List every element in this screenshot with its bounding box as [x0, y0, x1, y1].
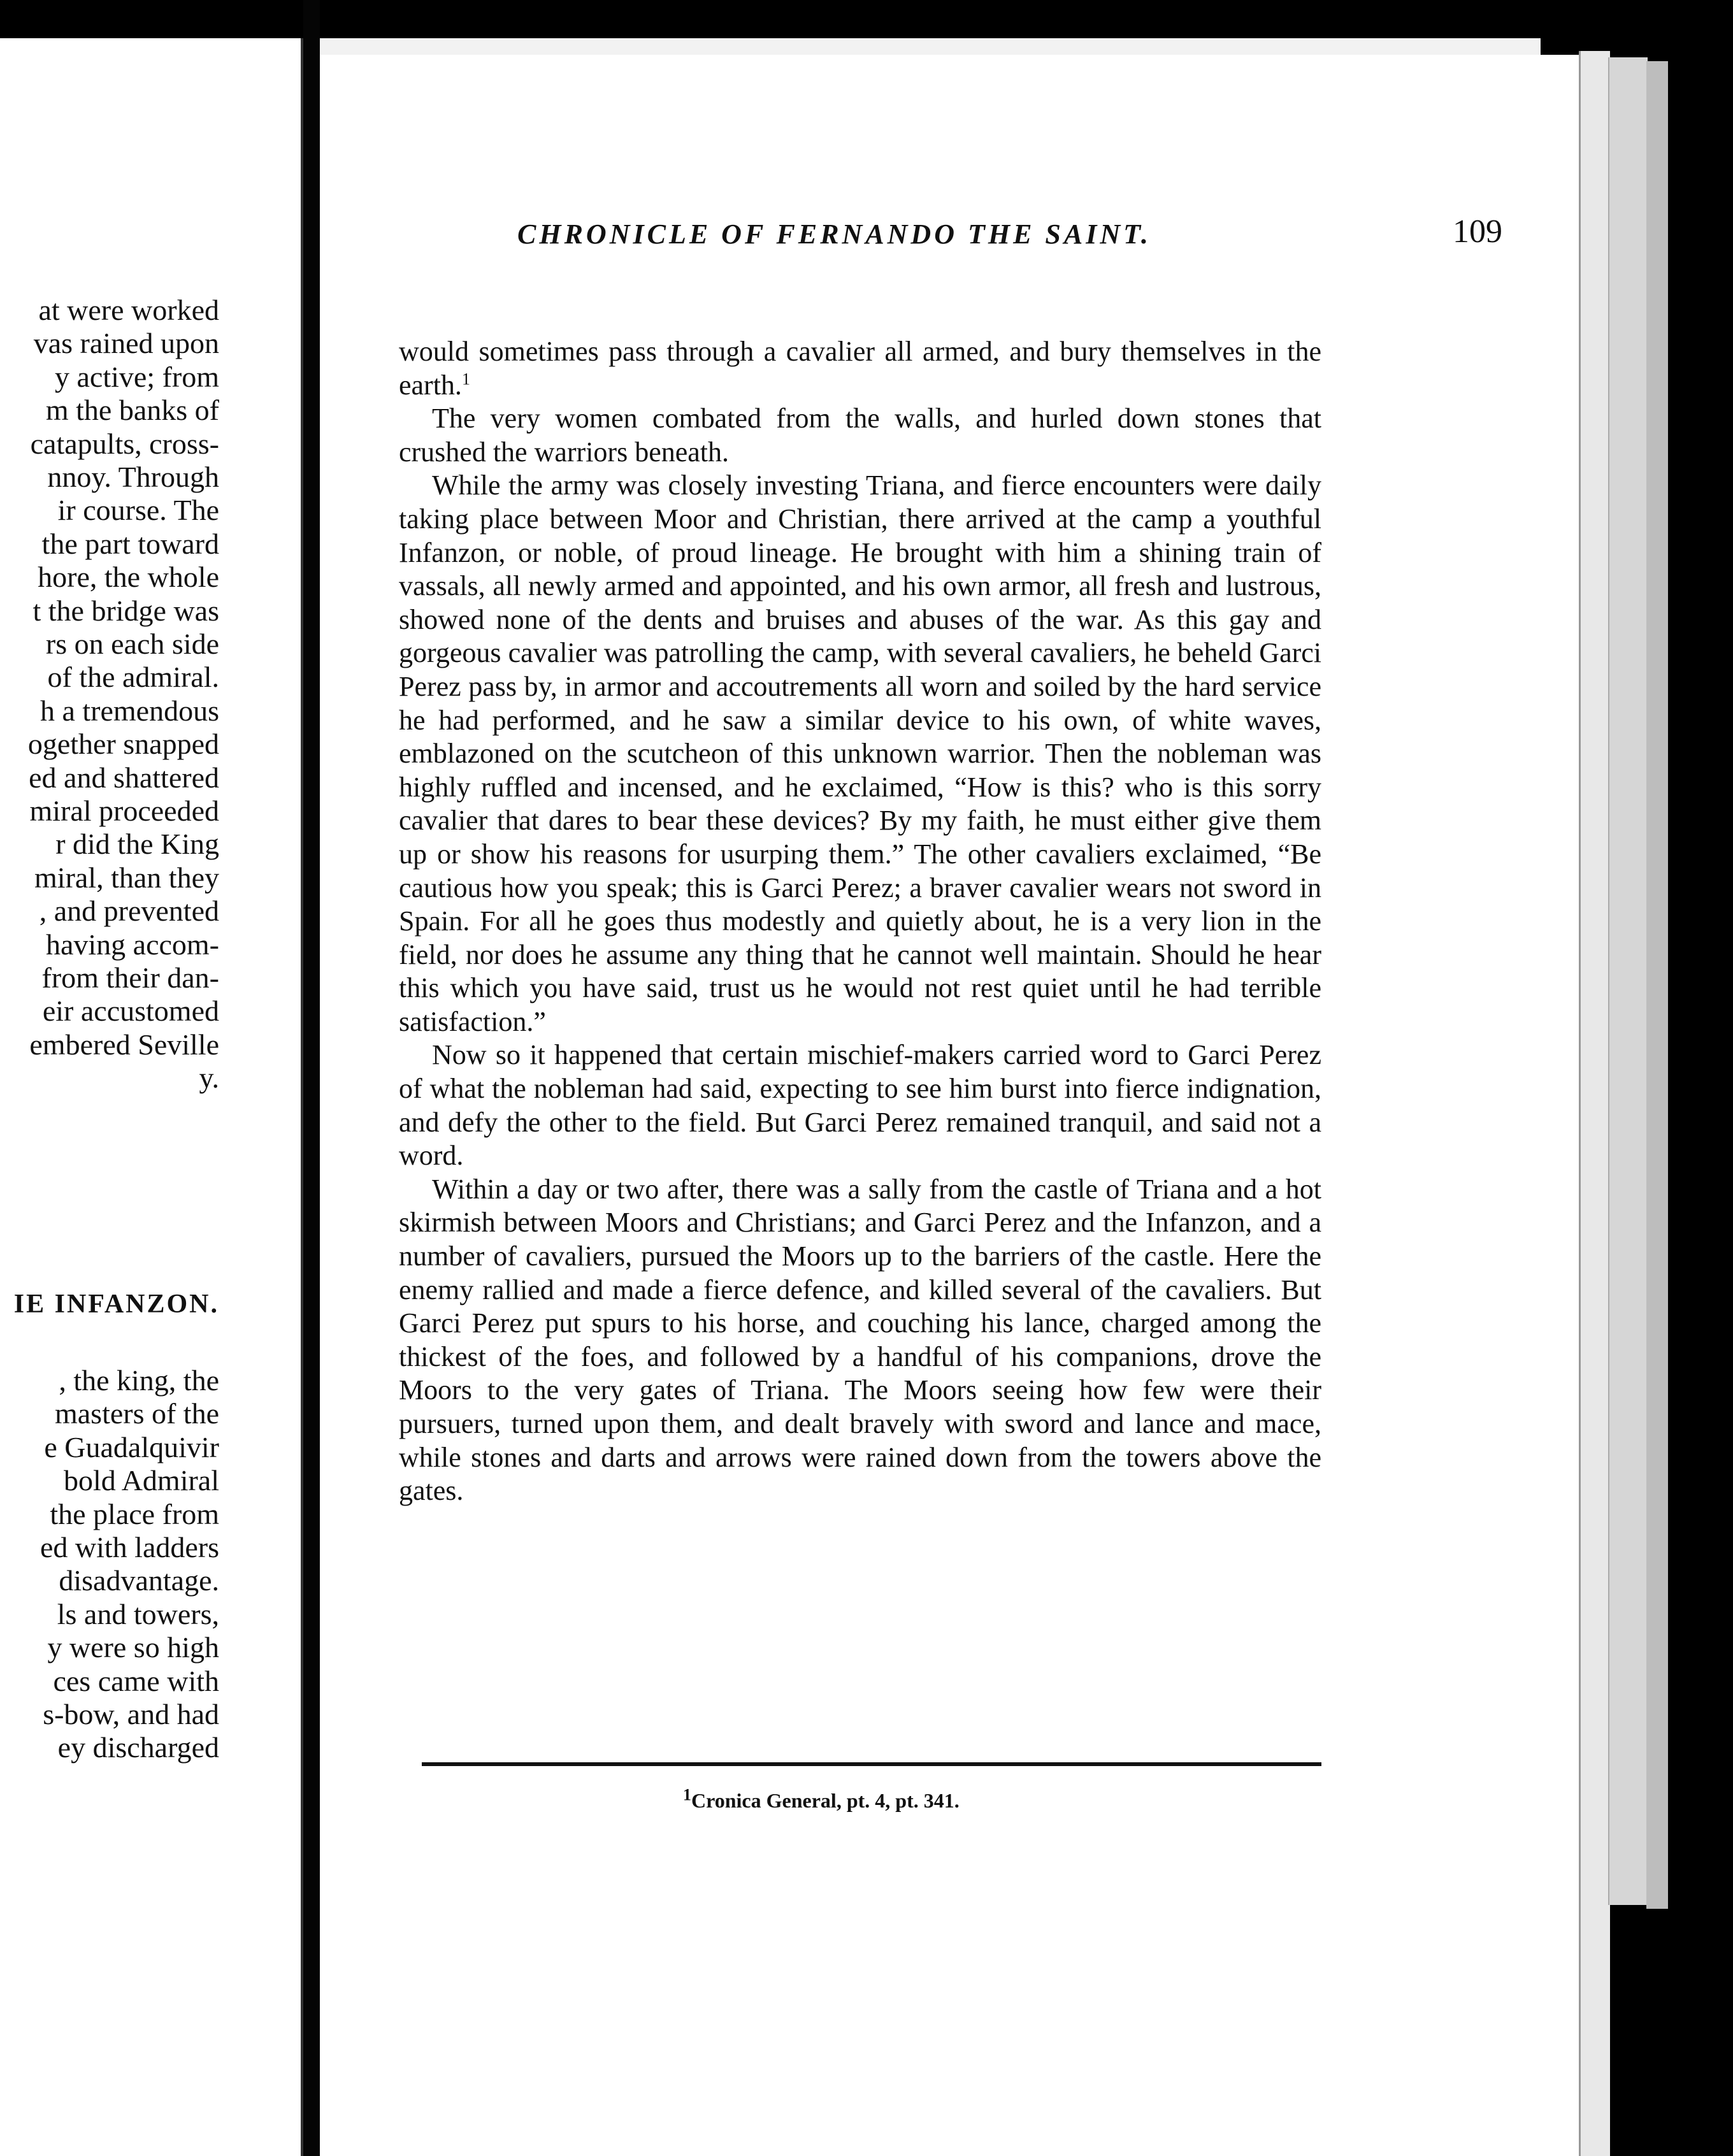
left-page-line: catapults, cross-: [30, 427, 219, 460]
left-page-line: , and prevented: [39, 895, 219, 928]
left-page-line: ed and shattered: [29, 761, 219, 794]
left-page-line: miral, than they: [34, 861, 219, 894]
left-page-line: vas rained upon: [33, 327, 219, 360]
left-page-line: e Guadalquivir: [44, 1430, 219, 1463]
running-title: CHRONICLE OF FERNANDO THE SAINT.: [517, 219, 1151, 250]
left-page-line: m the banks of: [45, 394, 219, 427]
paragraph-4: Now so it happened that certain mischief-makers carried word to Garci Perez of what the nobleman had said, expecting to see him burst into fierce indignation, and defy the other to the field. But Garci Perez remained tranquil, and said not a word.: [399, 1039, 1321, 1172]
left-page-line: ces came with: [53, 1664, 219, 1697]
left-facing-page: [0, 38, 303, 2156]
left-page-line: the part toward: [41, 527, 219, 560]
footnote: [683, 1785, 960, 1813]
left-page-line: , the king, the: [59, 1364, 219, 1397]
left-page-line: bold Admiral: [63, 1464, 219, 1497]
paragraph-2: The very women combated from the walls, and hurled down stones that crushed the warriors beneath.: [399, 403, 1321, 468]
footnote-text: Cronica General, pt. 4, pt. 341.: [691, 1789, 960, 1812]
page-edge-strip: [1608, 57, 1648, 1905]
left-page-line: disadvantage.: [59, 1564, 219, 1597]
left-page-line: of the admiral.: [47, 661, 219, 694]
left-page-line: y were so high: [47, 1631, 219, 1664]
left-page-line: from their dan-: [41, 961, 219, 994]
left-page-line: r did the King: [55, 828, 219, 861]
left-page-line: eir accustomed: [42, 995, 219, 1028]
footnote-rule: [422, 1762, 1321, 1766]
left-page-line: t the bridge was: [32, 594, 219, 627]
page-header: [517, 213, 1579, 269]
left-page-line: ogether snapped: [27, 728, 219, 761]
paragraph-1: [399, 335, 1321, 402]
left-page-line: the place from: [50, 1497, 219, 1530]
left-page-line: ir course. The: [57, 494, 219, 527]
page-top-edge: [320, 38, 1541, 55]
left-page-line: ed with ladders: [40, 1531, 219, 1563]
book-gutter: [303, 0, 320, 2156]
paragraph-3: While the army was closely investing Triana, and fierce encounters were daily taking place between Moor and Christian, there arrived at the camp a youthful Infanzon, or noble, of proud lineage. He brought with him a shining train of vassals, all newly armed and appointed, and his own armor, all fresh and lustrous, showed none of the dents and bruises and abuses of the war. As this gay and gorgeous cavalier was patrolling the camp, with several cavaliers, he beheld Garci Perez pass by, in armor and accoutrements all worn and soiled by the hard service he had performed, and he saw a similar device to his own, of white waves, emblazoned on the scutcheon of this unknown warrior. Then the nobleman was highly ruffled and incensed, and he exclaimed, “How is this? who is this sorry cavalier that dares to bear these devices? By my faith, he must either give them up or show his reasons for usurping them.” The other cavaliers exclaimed, “Be cautious how you speak; this is Garci Perez; a braver cavalier wears not sword in Spain. For all he goes thus modestly and quietly about, he is a very lion in the field, nor does he assume any thing that he cannot well maintain. Should he hear this which you have said, trust us he would not rest quiet until he had terrible satisfaction.”: [399, 470, 1321, 1037]
footnote-reference: 1: [461, 369, 470, 388]
left-page-line: ls and towers,: [57, 1597, 219, 1630]
left-page-line: rs on each side: [45, 628, 219, 660]
left-page-line: y.: [199, 1061, 219, 1095]
paragraph-5: Within a day or two after, there was a sally from the castle of Triana and a hot skirmish between Moors and Christians; and Garci Perez and the Infanzon, and a number of cavaliers, pursued the Moors up to the barriers of the castle. Here the enemy rallied and made a fierce defence, and killed several of the cavaliers. But Garci Perez put spurs to his horse, and couching his lance, charged among the thickest of the foes, and followed by a handful of his companions, drove the Moors to the very gates of Triana. The Moors seeing how few were their pursuers, turned upon them, and dealt bravely with sword and lance and mace, while stones and darts and arrows were rained down from the towers above the gates.: [399, 1173, 1321, 1507]
left-page-line: masters of the: [54, 1397, 219, 1430]
left-page-line: embered Seville: [29, 1028, 219, 1061]
left-page-line: hore, the whole: [38, 561, 219, 594]
left-page-line: miral proceeded: [29, 794, 219, 827]
left-page-line: h a tremendous: [40, 694, 219, 727]
left-page-line: having accom-: [45, 928, 219, 961]
left-page-line: y active; from: [54, 360, 219, 393]
left-page-line: ey discharged: [57, 1731, 219, 1764]
page-edge-strip: [1579, 51, 1610, 2156]
left-page-line: s-bow, and had: [43, 1698, 219, 1730]
left-page-line: nnoy. Through: [47, 461, 219, 493]
main-page: [320, 55, 1579, 2156]
binding-edge: [1646, 61, 1668, 1909]
page-number: 109: [1453, 213, 1502, 250]
footnote-mark: 1: [683, 1785, 691, 1804]
paragraph-1-text: would sometimes pass through a cavalier all armed, and bury themselves in the earth.: [399, 336, 1321, 401]
left-page-line: at were worked: [38, 294, 219, 326]
body-text: [399, 335, 1321, 1508]
left-page-heading: IE INFANZON.: [13, 1290, 219, 1319]
